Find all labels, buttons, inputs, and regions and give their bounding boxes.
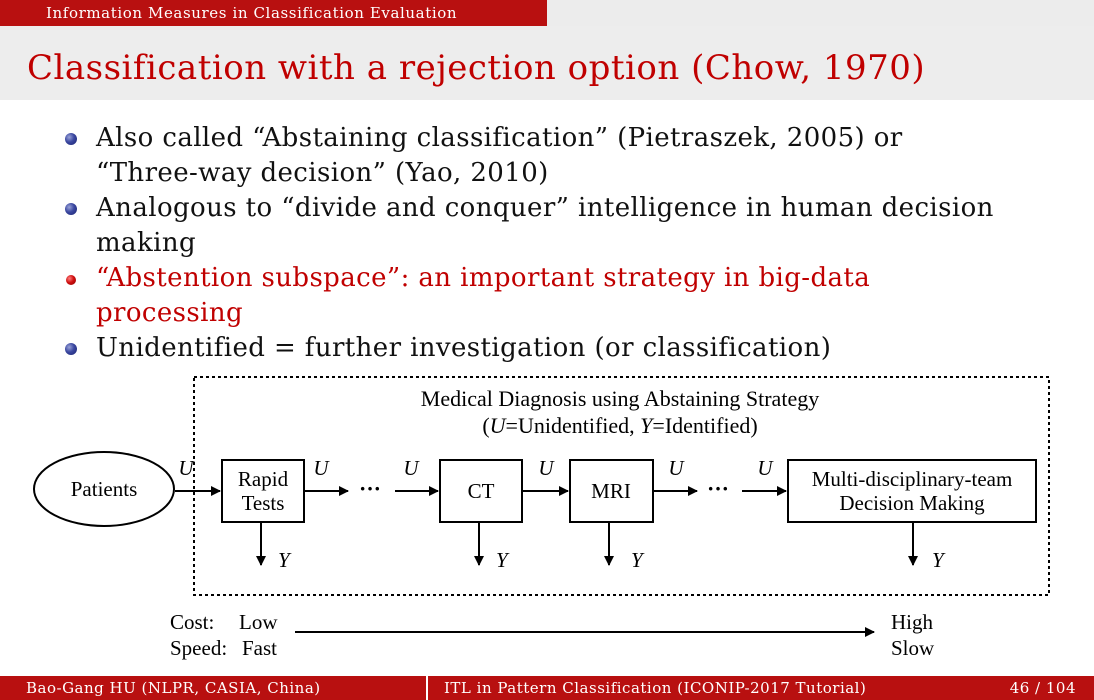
u-label: U xyxy=(403,456,419,480)
bullet-continuation: processing xyxy=(96,298,244,328)
page-number: 46 / 104 xyxy=(1009,679,1076,697)
y-label: Y xyxy=(278,548,290,572)
section-title: Information Measures in Classification Evaluation xyxy=(0,0,547,26)
mdt-label-line1: Multi-disciplinary-team xyxy=(811,467,1013,491)
u-label: U xyxy=(178,456,194,480)
bullet-continuation: “Three-way decision” (Yao, 2010) xyxy=(96,158,549,188)
y-label: Y xyxy=(496,548,508,572)
bullet-text-line1: Also called “Abstaining classification” (Pietraszek, 2005) or xyxy=(96,123,903,153)
u-label: U xyxy=(668,456,684,480)
slide-title: Classification with a rejection option (Chow, 1970) xyxy=(27,48,926,88)
footer-bar xyxy=(0,676,1094,700)
bullet-item xyxy=(96,191,994,226)
diagram-title: Medical Diagnosis using Abstaining Strategy xyxy=(420,386,820,411)
ct-label: CT xyxy=(467,479,495,503)
bullet-icon xyxy=(65,343,77,355)
bullet-text-line1: Analogous to “divide and conquer” intelligence in human decision xyxy=(96,193,994,223)
bullet-text-line1: Unidentified = further investigation (or classification) xyxy=(96,333,832,363)
footer-talk-title: ITL in Pattern Classification (ICONIP-2017 Tutorial) xyxy=(426,676,1094,700)
y-label: Y xyxy=(932,548,944,572)
mri-label: MRI xyxy=(591,479,631,503)
bullet-item-highlight xyxy=(96,261,870,296)
speed-slow: Slow xyxy=(891,636,935,660)
cost-low: Low xyxy=(239,610,278,634)
bullet-icon xyxy=(65,133,77,145)
y-label: Y xyxy=(631,548,643,572)
cost-high: High xyxy=(891,610,933,634)
rapid-label-line1: Rapid xyxy=(237,467,289,491)
cost-label: Cost: xyxy=(170,610,215,634)
bullet-continuation: making xyxy=(96,228,197,258)
bullet-item xyxy=(96,121,903,156)
ellipsis-1: ··· xyxy=(358,476,382,501)
abstaining-diagram xyxy=(0,360,1094,670)
ellipsis-2: ··· xyxy=(706,476,730,501)
bullet-icon xyxy=(66,275,76,285)
mdt-label-line2: Decision Making xyxy=(839,491,985,515)
speed-label: Speed: xyxy=(170,636,228,660)
speed-fast: Fast xyxy=(242,636,278,660)
footer-author: Bao-Gang HU (NLPR, CASIA, China) xyxy=(0,676,426,700)
patients-label: Patients xyxy=(70,477,138,501)
u-label: U xyxy=(538,456,554,480)
bullet-text-line1: “Abstention subspace”: an important strategy in big-data xyxy=(96,263,871,293)
rapid-label-line2: Tests xyxy=(241,491,285,515)
bullet-icon xyxy=(65,203,77,215)
diagram-svg xyxy=(0,360,1094,670)
u-label: U xyxy=(313,456,329,480)
diagram-subtitle: (U=Unidentified, Y=Identified) xyxy=(482,413,758,438)
u-label: U xyxy=(757,456,773,480)
footer-divider xyxy=(426,676,428,700)
